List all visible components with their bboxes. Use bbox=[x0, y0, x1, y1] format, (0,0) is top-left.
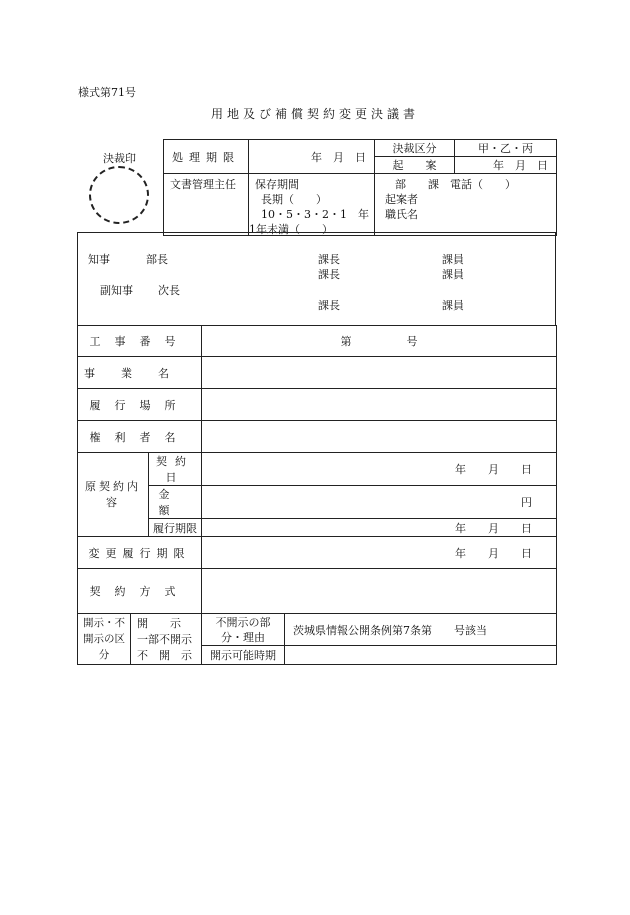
contract-method-value[interactable] bbox=[202, 569, 557, 614]
section-chief-label: 課長 bbox=[318, 268, 340, 281]
document-title: 用地及び補償契約変更決議書 bbox=[210, 107, 419, 121]
drafter-name-label: 職氏名 bbox=[385, 208, 418, 221]
retention-long[interactable]: 長期（ ） bbox=[261, 193, 327, 206]
nondisclosure-part-value[interactable]: 茨城県情報公開条例第7条第 号該当 bbox=[285, 614, 557, 646]
governor-label: 知事 bbox=[88, 253, 110, 266]
retention-years[interactable]: 10・5・3・2・1 年 bbox=[261, 208, 369, 221]
amount-unit[interactable]: 円 bbox=[202, 486, 557, 519]
stamp-label: 決裁印 bbox=[103, 152, 136, 165]
disclosure-class-label: 開示・不開示の区分 bbox=[78, 614, 131, 665]
work-number-label: 工事番号 bbox=[78, 326, 202, 357]
performance-period-label: 履行期限 bbox=[149, 519, 202, 537]
dept-head-label: 部長 bbox=[146, 253, 168, 266]
processing-period-value[interactable]: 年 月 日 bbox=[249, 140, 375, 174]
rights-holder-label: 権利者名 bbox=[78, 421, 202, 453]
contract-method-label: 契約方式 bbox=[78, 569, 202, 614]
disclosable-time-label: 開示可能時期 bbox=[202, 646, 285, 665]
nondisclosure-part-label: 不開示の部分・理由 bbox=[202, 614, 285, 646]
original-contract-label: 原契約内容 bbox=[78, 453, 149, 537]
drafted-date-value[interactable]: 年 月 日 bbox=[455, 157, 557, 174]
doc-manager-label: 文書管理主任 bbox=[164, 174, 249, 236]
changed-period-value[interactable]: 年 月 日 bbox=[202, 537, 557, 569]
changed-period-label: 変更履行期限 bbox=[78, 537, 202, 569]
project-name-value[interactable] bbox=[202, 357, 557, 389]
section-chief-label: 課長 bbox=[318, 253, 340, 266]
drafter-label: 起案者 bbox=[385, 193, 418, 206]
retention-label: 保存期間 bbox=[255, 178, 299, 191]
disclosure-option-open[interactable]: 開 示 bbox=[137, 617, 181, 630]
rights-holder-value[interactable] bbox=[202, 421, 557, 453]
dept-phone-line[interactable]: 部 課 電話（ ） bbox=[395, 178, 516, 191]
staff-label: 課員 bbox=[442, 268, 464, 281]
performance-place-value[interactable] bbox=[202, 389, 557, 421]
contract-change-table bbox=[77, 325, 557, 665]
work-number-value[interactable]: 第 号 bbox=[202, 326, 557, 357]
processing-period-label: 処理期限 bbox=[164, 140, 249, 174]
header-table bbox=[163, 139, 557, 236]
section-chief-label: 課長 bbox=[318, 299, 340, 312]
project-name-label: 事業名 bbox=[78, 357, 202, 389]
contract-date-value[interactable]: 年 月 日 bbox=[202, 453, 557, 486]
amount-label: 金額 bbox=[149, 486, 202, 519]
decision-class-label: 決裁区分 bbox=[375, 140, 455, 157]
staff-label: 課員 bbox=[442, 253, 464, 266]
retention-under-1-year[interactable]: 1年未満（ ） bbox=[249, 223, 333, 236]
staff-label: 課員 bbox=[442, 299, 464, 312]
performance-place-label: 履行場所 bbox=[78, 389, 202, 421]
disclosure-option-closed[interactable]: 不 開 示 bbox=[137, 649, 192, 662]
decision-class-value[interactable]: 甲・乙・丙 bbox=[455, 140, 557, 157]
deputy-head-label: 次長 bbox=[158, 284, 180, 297]
approval-section bbox=[77, 232, 556, 325]
form-number: 様式第71号 bbox=[78, 86, 136, 99]
performance-period-value[interactable]: 年 月 日 bbox=[202, 519, 557, 537]
stamp-circle bbox=[89, 166, 149, 224]
contract-date-label: 契約日 bbox=[149, 453, 202, 486]
vice-governor-label: 副知事 bbox=[100, 284, 133, 297]
drafted-label: 起 案 bbox=[375, 157, 455, 174]
disclosable-time-value[interactable] bbox=[285, 646, 557, 665]
disclosure-option-partial[interactable]: 一部不開示 bbox=[137, 633, 192, 646]
